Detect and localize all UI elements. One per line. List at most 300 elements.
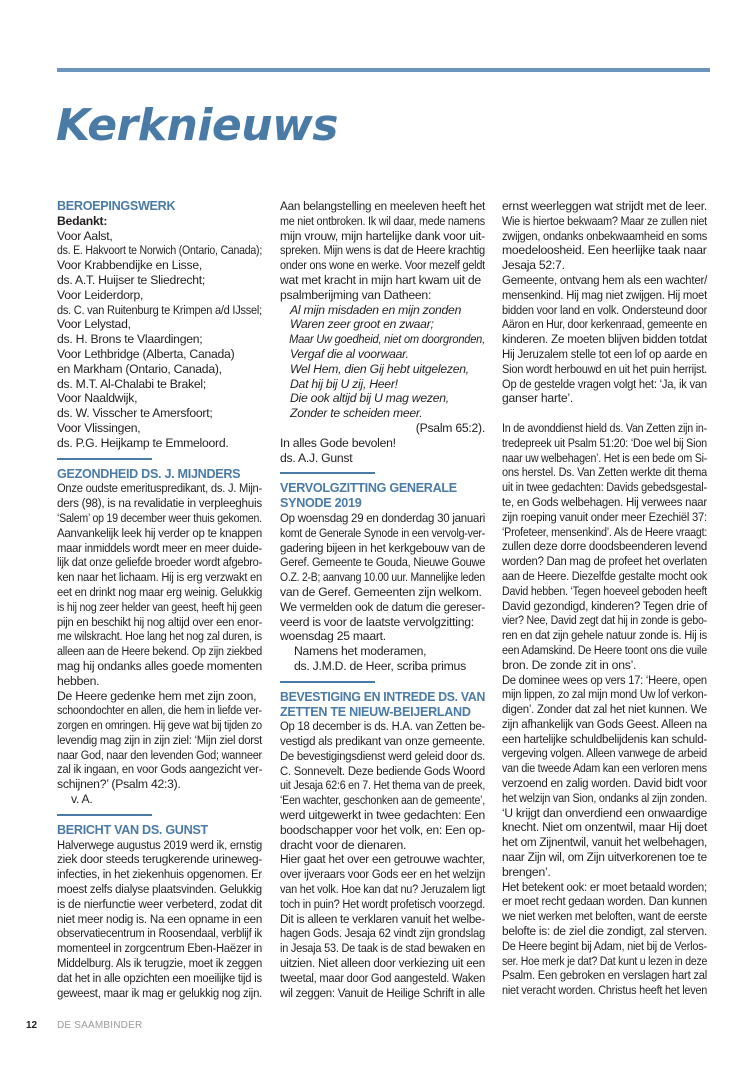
text-line	[502, 213, 707, 229]
line-text: naar God, naar den levenden God; wanneer	[57, 747, 262, 762]
text-line	[280, 585, 485, 600]
text-line	[502, 687, 707, 702]
line-text: momenteel in zorgcentrum Eben-Haëzer in	[57, 941, 263, 956]
line-text: ziek door steeds terugkerende urineweg-	[57, 852, 262, 867]
section-heading	[280, 481, 485, 496]
line-text: Op de gestelde vragen volgt het: ‘Ja, ik van	[502, 376, 707, 391]
line-text: vier? Nee, David zegt dat hij in zonde is gebo-	[502, 613, 707, 628]
text-line	[502, 199, 707, 214]
column-2	[280, 199, 485, 1000]
text-line	[280, 956, 485, 971]
column-1	[57, 199, 262, 1000]
line-text: in Jesaja 53. De taak is de stad bewaken en	[280, 941, 485, 956]
text-line	[502, 243, 707, 258]
verse-line	[280, 332, 485, 347]
line-text: mijn lippen, zo zal mijn mond Uw lof verkon-	[502, 687, 707, 702]
line-text: BERICHT VAN DS. GUNST	[57, 822, 208, 837]
section-divider	[57, 451, 262, 467]
text-line	[502, 287, 707, 303]
text-line	[57, 525, 262, 541]
line-text: niet meer nodig is. Na een opname in een	[57, 911, 263, 926]
text-line	[502, 480, 707, 495]
text-line	[502, 924, 708, 939]
text-line	[280, 852, 486, 867]
text-line	[502, 790, 708, 806]
section-heading	[57, 467, 262, 482]
line-text: ds. M.T. Al-Chalabi te Brakel;	[57, 376, 206, 391]
text-line	[502, 332, 708, 347]
line-text: ‘U krijgt dan onverdiend een onwaardige	[502, 805, 708, 820]
text-line	[280, 288, 485, 303]
text-line	[502, 376, 707, 392]
text-line	[502, 435, 707, 451]
line-text: SYNODE 2019	[280, 496, 362, 511]
text-line	[280, 570, 485, 585]
line-text: uit Jesaja 62:6 en 7. Het thema van de preek,	[280, 778, 486, 793]
line-text: Voor Krabbendijke en Lisse,	[57, 258, 203, 273]
text-line	[280, 273, 485, 288]
verse-line	[280, 377, 485, 392]
text-line	[57, 911, 263, 927]
line-text: mijn vrouw, mijn hartelijke dank voor uit-	[280, 228, 485, 243]
line-text: C. Sonnevelt. Deze bediende Gods Woord	[280, 763, 485, 778]
line-text: zijn roeping vanuit onder meer Ezechiël 37:	[502, 509, 707, 524]
text-line	[57, 629, 262, 644]
line-text: Aanvankelijk leek hij verder op te knappen	[57, 525, 262, 540]
text-line	[502, 539, 708, 554]
text-line	[57, 837, 262, 853]
text-line	[502, 835, 708, 850]
section-heading	[280, 496, 485, 511]
text-line	[57, 674, 262, 689]
line-text: Namens het moderamen,	[294, 644, 427, 659]
text-line	[502, 272, 708, 288]
line-text: ds. A.T. Huijser te Sliedrecht;	[57, 272, 206, 287]
text-line	[57, 288, 262, 303]
text-line	[502, 776, 708, 791]
line-text: Halverwege augustus 2019 werd ik, ernstig	[57, 837, 262, 852]
verse-line	[280, 362, 485, 377]
text-line	[502, 258, 707, 273]
section-heading	[280, 705, 485, 720]
line-text: Bedankt:	[57, 213, 108, 228]
line-text: werd uitgewerkt in twee gedachten: Een	[280, 808, 485, 823]
text-line	[57, 258, 262, 273]
section-divider	[280, 465, 485, 481]
line-text: het om Zijnentwil, vanuit het welbehagen,	[502, 835, 708, 850]
line-text: In de avonddienst hield ds. Van Zetten zijn in-	[502, 420, 707, 435]
text-line	[57, 406, 262, 421]
text-line	[57, 377, 262, 392]
text-line	[280, 525, 486, 541]
section-heading	[57, 823, 262, 838]
text-line	[280, 629, 485, 644]
text-line	[57, 317, 262, 332]
text-line	[280, 822, 485, 838]
line-text: brengen’.	[502, 864, 551, 879]
page-title: Kerknieuws	[56, 100, 338, 151]
text-line	[57, 496, 262, 511]
line-text: ds. A.J. Gunst	[280, 450, 353, 465]
text-line	[502, 465, 708, 480]
line-text: belofte is: de ziel die zondigt, zal sterven.	[502, 924, 708, 939]
line-text: ganser harte’.	[502, 391, 574, 406]
line-text: zullen deze dorre doodsbeenderen levend	[502, 539, 708, 554]
line-text: digen’. Zonder dat zal het niet kunnen. We	[502, 702, 707, 717]
text-line	[57, 985, 263, 1001]
line-text: Al mijn misdaden en mijn zonden	[290, 302, 462, 317]
line-text: ken naar het lichaam. Hij is erg verzwakt en	[57, 570, 262, 585]
line-text: ds. E. Hakvoort te Norwich (Ontario, Canada);	[57, 243, 263, 258]
text-line	[502, 805, 708, 821]
text-line	[502, 702, 707, 717]
text-line	[502, 909, 707, 924]
line-text: BEVESTIGING EN INTREDE DS. VAN	[280, 689, 486, 704]
line-text: geweest, maar ik mag er gelukkig nog zijn.	[57, 985, 263, 1000]
text-line	[502, 598, 708, 614]
line-text: dracht voor de dienaren.	[280, 837, 407, 852]
text-line	[502, 879, 707, 895]
text-line	[502, 731, 707, 747]
header-rule	[57, 68, 710, 72]
column-3	[502, 199, 707, 998]
text-line	[502, 420, 707, 436]
line-text: spreken. Mijn wens is dat de Heere krachtig	[280, 243, 485, 258]
line-text: Voor Vlissingen,	[57, 420, 141, 435]
line-text: O.Z. 2-B; aanvang 10.00 uur. Mannelijke leden	[280, 570, 485, 585]
line-text: van de Geref. Gemeenten zijn welkom.	[280, 584, 482, 599]
text-line	[502, 953, 708, 969]
section-divider	[280, 674, 485, 690]
line-text: We vermelden ook de datum die gereser-	[280, 599, 486, 614]
line-text: boodschapper voor het volk, en: Een op-	[280, 822, 485, 837]
text-line	[502, 228, 708, 244]
text-line	[502, 865, 707, 880]
text-line	[502, 613, 707, 628]
line-text: zal ik ingaan, en voor Gods aangezicht ver-	[57, 762, 263, 777]
page-number: 12	[26, 1020, 38, 1031]
line-text: (Psalm 65:2).	[415, 420, 485, 435]
text-line	[280, 436, 485, 451]
text-line	[57, 584, 263, 600]
line-text: onder ons wone en werke. Voor mezelf geldt	[280, 258, 485, 273]
line-text: Wel Hem, dien Gij hebt uitgelezen,	[290, 361, 469, 376]
line-text: er moet recht gedaan worden. Dan kunnen	[502, 894, 708, 909]
line-text: een Adamskind. De Heere toont ons die vuile	[502, 642, 707, 657]
text-line	[280, 599, 486, 615]
text-line	[280, 970, 486, 986]
text-line	[57, 926, 262, 941]
line-text: Aan belangstelling en meeleven heeft het	[280, 199, 486, 213]
line-text: Voor Lethbridge (Alberta, Canada)	[57, 346, 235, 361]
text-line	[502, 628, 707, 643]
text-line	[57, 762, 263, 777]
text-line	[280, 199, 486, 214]
line-text: ‘Profeteer, mensenkind’. Als de Heere vraagt:	[502, 524, 708, 539]
line-text: een hartelijke schuldbelijdenis kan schuld-	[502, 731, 707, 746]
text-line	[57, 659, 261, 674]
text-line	[502, 672, 707, 688]
text-line	[502, 554, 708, 569]
line-text: veerd is voor de laatste vervolgzitting:	[280, 614, 474, 629]
line-text: wil zeggen: Vanuit de Heilige Schrift in alle	[280, 985, 485, 1000]
line-text: Onze oudste emerituspredikant, ds. J. Mijn-	[57, 481, 263, 496]
text-line	[502, 317, 707, 332]
line-text: schijnen?’ (Psalm 42:3).	[57, 777, 181, 792]
text-line	[57, 555, 263, 570]
text-line	[57, 703, 262, 718]
text-line	[57, 570, 262, 585]
line-text: mag hij ondanks alles goede momenten	[57, 658, 263, 673]
line-text: worden? Dan mag de profeet het overlaten	[502, 554, 708, 569]
line-text: ser. Hoe merk je dat? Dat kunt u lezen in deze	[502, 953, 708, 968]
line-text: het welzijn van Sion, ondanks al zijn zonden.	[502, 790, 708, 805]
text-line	[57, 867, 262, 882]
line-text: we niet werken met beloften, want de eerste	[502, 909, 707, 924]
line-text: BEROEPINGSWERK	[57, 199, 176, 213]
magazine-name: DE SAAMBINDER	[57, 1020, 143, 1031]
line-text: GEZONDHEID DS. J. MIJNDERS	[57, 466, 241, 481]
line-text: tweetal, maar door God aangesteld. Waken	[280, 970, 486, 985]
text-line	[502, 716, 707, 732]
line-text: Gemeente, ontvang hem als een wachter/	[502, 272, 708, 287]
text-line	[280, 941, 485, 956]
text-line	[280, 793, 485, 808]
line-text: ds. H. Brons te Vlaardingen;	[57, 332, 203, 347]
text-line	[57, 718, 262, 733]
line-text: Die ook altijd bij U mag wezen,	[290, 391, 449, 406]
text-line	[57, 644, 263, 659]
line-text: naar Zijn wil, om Zijn uitverkorenen toe te	[502, 850, 707, 865]
text-line	[57, 391, 262, 406]
line-text: ders (98), is na revalidatie in verpleeghuis	[57, 496, 262, 511]
line-text: lijk dat onze geliefde broeder wordt afgebro-	[57, 555, 263, 570]
text-line	[502, 746, 707, 761]
line-text: Waren zeer groot en zwaar;	[290, 317, 434, 332]
line-text: Het betekent ook: er moet betaald worden;	[502, 879, 707, 894]
text-line	[280, 229, 484, 244]
line-text: knecht. Niet om onzentwil, maar Hij doet	[502, 820, 708, 835]
line-text: vergeving volgen. Alleen vanwege de arbeid	[502, 746, 707, 761]
text-line	[502, 509, 707, 525]
text-line	[57, 421, 262, 436]
text-line	[502, 658, 707, 673]
line-text: bidden voor land en volk. Ondersteund door	[502, 302, 708, 317]
line-text: Voor Leiderdorp,	[57, 287, 144, 302]
line-text: zijn afhankelijk van Gods Geest. Alleen na	[502, 716, 707, 731]
line-text: zwijgen, ondanks onbekwaamheid en soms	[502, 228, 708, 243]
line-text: De dominee wees op vers 17: ‘Heere, open	[502, 672, 707, 687]
text-line	[502, 761, 707, 776]
line-text: Hier gaat het over een getrouwe wachter,	[280, 852, 486, 867]
text-line	[280, 926, 485, 941]
line-text: van het volk. Hoe kan dat nu? Jeruzalem ligt	[280, 882, 486, 897]
text-line	[57, 732, 263, 748]
text-line	[57, 882, 262, 897]
text-line	[502, 361, 708, 377]
text-line	[57, 747, 262, 763]
section-heading	[57, 199, 262, 214]
line-text: schoondochter en allen, die hem in liefde ver-	[57, 703, 262, 718]
line-text: infecties, in het ziekenhuis opgenomen. Er	[57, 867, 262, 882]
line-text: Voor Naaldwijk,	[57, 391, 138, 406]
text-line	[57, 941, 263, 956]
text-line	[280, 911, 485, 927]
text-line	[280, 510, 486, 526]
text-line	[502, 894, 708, 909]
line-text: levendig mag zijn in zijn ziel: ‘Mijn ziel dorst	[57, 732, 263, 747]
text-line	[280, 555, 486, 570]
line-text: over ijveraars voor Gods eer en het welzijn	[280, 867, 486, 882]
line-text: Dat hij bij U zij, Heer!	[290, 376, 398, 391]
line-text: van die tweede Adam kan een verloren mens	[502, 761, 707, 776]
text-line	[57, 689, 262, 704]
signature-line	[280, 659, 485, 674]
text-line	[280, 808, 483, 823]
line-text: ‘Salem’ op 19 december weer thuis gekomen.	[57, 510, 262, 525]
line-text: hebben.	[57, 673, 100, 688]
text-line	[280, 896, 486, 912]
text-line	[502, 450, 708, 466]
line-text: woensdag 25 maart.	[280, 629, 386, 644]
line-text: alleen aan de Heere bekend. Op zijn ziekbed	[57, 644, 263, 659]
line-text: De bevestigingsdienst werd geleid door ds.	[280, 748, 486, 763]
text-line	[502, 346, 708, 362]
line-text: ernst weerleggen wat strijdt met de leer.	[502, 199, 707, 213]
text-line	[280, 540, 486, 556]
line-text: ZETTEN TE NIEUW-BEIJERLAND	[280, 704, 471, 719]
line-text: De Heere gedenke hem met zijn zoon,	[57, 688, 257, 703]
line-text: kinderen. Ze moeten blijven bidden totdat	[502, 332, 708, 347]
text-line	[280, 243, 485, 258]
line-text: Jesaja 52:7.	[502, 258, 565, 273]
text-line	[502, 642, 707, 658]
text-line	[502, 494, 707, 510]
line-text: pijn en beschikt hij nog altijd over een enor-	[57, 614, 263, 629]
text-line	[57, 896, 262, 912]
text-line	[502, 583, 707, 599]
verse-line	[280, 347, 485, 362]
line-text: Maar Uw goedheid, niet om doorgronden,	[289, 332, 485, 347]
text-line	[280, 778, 486, 793]
line-text: naar uw welbehagen’. Het is een bede om Si-	[502, 450, 708, 465]
line-text: David hebben. ‘Tegen hoeveel geboden heeft	[502, 583, 707, 598]
line-text: Psalm. Een gebroken en verslagen hart zal	[502, 968, 707, 983]
line-text: ds. J.M.D. de Heer, scriba primus	[294, 658, 466, 673]
text-line	[57, 599, 262, 615]
verse-line	[280, 391, 485, 406]
line-text: v. A.	[71, 792, 93, 807]
line-text: verzoend en zalig worden. David bidt voor	[502, 776, 708, 791]
text-line	[280, 838, 485, 853]
line-text: moest zelfs dialyse plaatsvinden. Gelukkig	[57, 882, 262, 897]
text-line	[502, 968, 707, 983]
paragraph-gap	[502, 406, 707, 421]
line-text: zorgen en omringen. Hij geve wat bij tijden zo	[57, 718, 262, 733]
text-line	[502, 850, 707, 865]
line-text: Zonder te scheiden meer.	[290, 406, 423, 421]
text-line	[502, 302, 708, 318]
text-line	[502, 983, 708, 998]
line-text: ons herstel. Ds. Van Zetten werkte dit thema	[502, 465, 708, 480]
line-text: Voor Lelystad,	[57, 317, 131, 332]
text-line	[57, 362, 262, 377]
line-text: aan de Heere. Diezelfde gestalte mocht ook	[502, 568, 708, 583]
text-line	[502, 568, 708, 584]
line-text: ren en dat zijn gehele natuur zonde is. Hij is	[502, 628, 707, 643]
text-line	[57, 852, 262, 867]
line-text: is de nierfunctie weer verbeterd, zodat dit	[57, 896, 262, 911]
line-text: tredepreek uit Psalm 51:20: ‘Doe wel bij Sion	[502, 435, 707, 450]
text-line	[57, 540, 263, 556]
line-text: niet veracht worden. Christus heeft het leven	[502, 983, 708, 998]
line-text: vestigd als predikant van onze gemeente.	[280, 734, 486, 749]
line-text: observatiecentrum in Roosendaal, verblijf ik	[57, 926, 262, 941]
line-text: maar inmiddels wordt meer en meer duide-	[57, 540, 263, 555]
text-line	[57, 777, 262, 792]
line-text: en Markham (Ontario, Canada),	[57, 361, 222, 376]
signature-line	[280, 644, 485, 659]
verse-line	[280, 406, 485, 421]
text-line	[57, 481, 263, 496]
line-text: Op woensdag 29 en donderdag 30 januari	[280, 510, 486, 525]
line-text: dat het in alle opzichten een moeilijke tijd is	[57, 970, 262, 985]
line-text: ds. C. van Ruitenburg te Krimpen a/d IJssel;	[57, 302, 262, 317]
line-text: Sion wordt herbouwd en uit het puin herrijst.	[502, 361, 708, 376]
line-text: mensenkind. Hij mag niet zwijgen. Hij moet	[502, 287, 707, 302]
subheading	[57, 214, 262, 229]
text-line	[280, 882, 486, 897]
verse-line	[280, 303, 485, 318]
line-text: te, en Gods welbehagen. Hij verwees naar	[502, 494, 707, 509]
text-line	[280, 615, 485, 630]
line-text: komt de Generale Synode in een vervolg-ver-	[280, 525, 486, 540]
line-text: uitzien. Niet alleen door verkiezing uit een	[280, 956, 485, 971]
text-line	[57, 302, 262, 318]
line-text: Dit is alleen te verklaren vanuit het welbe-	[280, 911, 485, 926]
line-text: Wie is hiertoe bekwaam? Maar ze zullen niet	[502, 213, 707, 228]
line-text: Voor Aalst,	[57, 228, 113, 243]
text-line	[502, 820, 708, 835]
line-text: Aäron en Hur, door kerkenraad, gemeente en	[502, 317, 707, 332]
line-text: me wilskracht. Hoe lang het nog zal duren, is	[57, 629, 262, 644]
text-line	[57, 614, 263, 630]
text-line	[57, 243, 263, 258]
text-line	[57, 510, 262, 526]
line-text: moedeloosheid. Een heerlijke taak naar	[502, 243, 707, 258]
section-heading	[280, 689, 486, 705]
line-text: bron. De zonde zit in ons’.	[502, 657, 637, 672]
line-text: gadering bijeen in het kerkgebouw van de	[280, 540, 486, 555]
line-text: VERVOLGZITTING GENERALE	[280, 481, 457, 496]
text-line	[280, 213, 485, 229]
text-line	[280, 258, 485, 273]
verse-line	[280, 317, 485, 332]
text-line	[57, 347, 262, 362]
line-text: ‘Een wachter, geschonken aan de gemeente’,	[280, 793, 485, 808]
citation	[280, 421, 485, 436]
line-text: eet en drinkt nog maar erg weinig. Gelukkig	[57, 584, 263, 599]
text-line	[280, 719, 486, 734]
line-text: Op 18 december is ds. H.A. van Zetten be-	[280, 719, 486, 734]
section-divider	[57, 807, 262, 823]
line-text: David gezondigd, kinderen? Tegen drie of	[502, 598, 708, 613]
line-text: wat met kracht in mijn hart kwam uit de	[280, 272, 481, 287]
text-line	[502, 938, 707, 954]
text-line	[502, 391, 707, 406]
line-text: hagen Gods. Jesaja 62 vindt zijn grondslag	[280, 926, 485, 941]
text-line	[280, 451, 485, 466]
